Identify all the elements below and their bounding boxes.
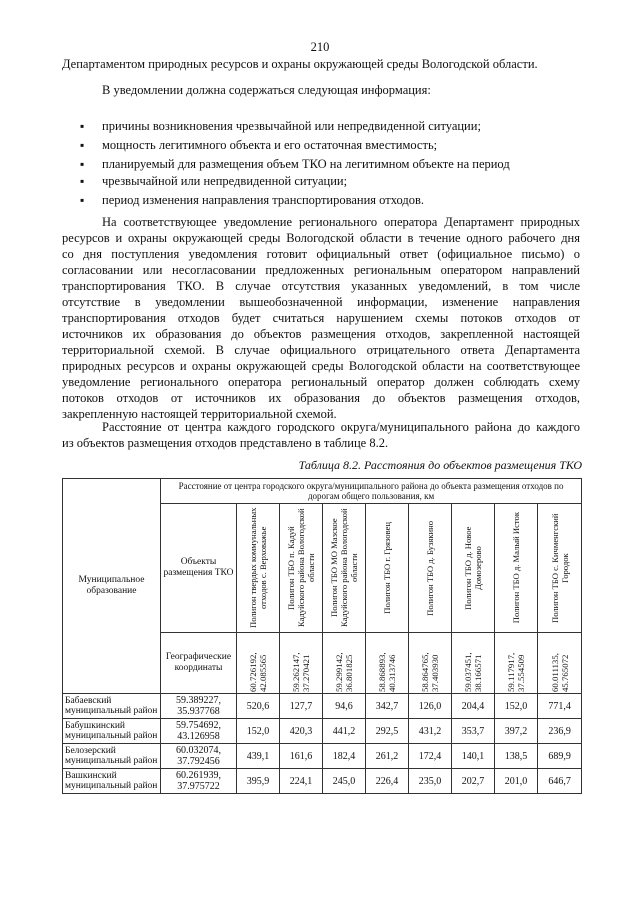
distance-cell: 152,0 [495,694,538,719]
distance-cell: 431,2 [409,719,452,744]
distance-cell: 126,0 [409,694,452,719]
row-municipality: Бабаевский муниципальный район [63,694,161,719]
paragraph-line: потоков отходов от источников их образования до объектов размещения отходов, [62,391,580,405]
paragraph-line: источников их образования до объектов размещения отходов, закрепленной настоящей [62,327,580,341]
row-municipality: Белозерский муниципальный район [63,744,161,769]
distance-cell: 395,9 [237,769,280,794]
distance-cell: 94,6 [323,694,366,719]
distance-cell: 353,7 [452,719,495,744]
header-landfill [452,504,495,633]
table-row [63,769,582,794]
paragraph-line: На соответствующее уведомление регионального оператора Департамент природных [102,215,580,229]
landfill-coords [538,633,582,694]
distance-cell: 439,1 [237,744,280,769]
paragraph-line: уведомление регионального оператора региональный оператор должен соблюдать схему [62,375,580,389]
distance-cell: 520,6 [237,694,280,719]
distance-cell: 224,1 [280,769,323,794]
paragraph-line: территориальной схемой. В случае официального отрицательного ответа Департамента [62,343,580,357]
row-coords: 59.754692, 43.126958 [161,719,237,744]
landfill-name: Полигон ТБО г. Грязовец [382,522,392,614]
header-objects: Объекты размещения ТКО [161,504,237,633]
paragraph-line: со дня поступления уведомления готовит официальный ответ (официальное письмо) о [62,247,580,261]
bullet-item: ▪ период изменения направления транспортирования отходов. [60,192,580,209]
distance-cell: 201,0 [495,769,538,794]
landfill-coords [495,633,538,694]
landfill-coords-text: 59.299142, 36.801825 [334,652,354,692]
header-municipality: Муниципальное образование [63,479,161,694]
header-distance-group-text: Расстояние от центра городского округа/муниципального района до объекта размещения отходов по дорогам общего пользования, км [178,481,564,501]
landfill-coords-text: 58.864765, 37.403930 [420,652,440,692]
distance-cell: 236,9 [538,719,582,744]
header-landfill [280,504,323,633]
landfill-name: Полигон ТБО д. Малый Исток [511,512,521,624]
landfill-coords [323,633,366,694]
bullet-item: ▪ планируемый для размещения объем ТКО на легитимном объекте на период [60,156,580,173]
paragraph-line: закрепленную настоящей территориальной схемой. [62,407,337,421]
distance-cell: 292,5 [366,719,409,744]
row-coords: 60.261939, 37.975722 [161,769,237,794]
header-distance-group [161,479,582,504]
distance-cell: 245,0 [323,769,366,794]
distance-cell: 204,4 [452,694,495,719]
bullet-item: ▪ мощность легитимного объекта и его остаточная вместимость; [60,137,580,154]
header-landfill [323,504,366,633]
paragraph-line: согласовании или несогласовании предложенных региональным оператором направлений [62,263,580,277]
landfill-coords-text: 59.117917, 37.554509 [506,652,526,692]
header-geo-coordinates: Географические координаты [161,633,237,694]
distance-table [62,478,582,794]
distance-cell: 689,9 [538,744,582,769]
landfill-name: Полигон ТБО д. Бузякино [425,520,435,616]
landfill-coords-text: 60.726192, 42.085565 [248,652,268,692]
header-landfill [366,504,409,633]
header-landfill [538,504,582,633]
distance-cell: 226,4 [366,769,409,794]
landfill-name: Полигон ТБО п. Кадуй Кадуйского района Вологодской области [286,508,316,628]
landfill-name: Полигон ТБО д. Новое Домозерово [463,526,483,610]
distance-cell: 161,6 [280,744,323,769]
header-landfill [409,504,452,633]
page-number: 210 [310,40,330,54]
bullet-item: ▪ причины возникновения чрезвычайной или непредвиденной ситуации; [60,118,580,135]
table-header-row [63,479,582,504]
distance-cell: 127,7 [280,694,323,719]
table-caption: Таблица 8.2. Расстояния до объектов размещения ТКО [298,458,582,472]
distance-cell: 771,4 [538,694,582,719]
paragraph-line: ресурсов и охраны окружающей среды Вологодской области в течение одного рабочего дня [62,231,580,245]
notice-heading: В уведомлении должна содержаться следующая информация: [102,83,431,97]
landfill-name: Полигон твердых коммунальных отходов с. Верховажье [248,507,268,629]
distance-cell: 172,4 [409,744,452,769]
distance-cell: 397,2 [495,719,538,744]
distance-cell: 140,1 [452,744,495,769]
row-municipality: Вашкинский муниципальный район [63,769,161,794]
distance-cell: 420,3 [280,719,323,744]
landfill-coords-text: 58.868893, 40.313746 [377,652,397,692]
paragraph-line: отсутствие в уведомлении вышеобозначенной информации, изменение направления [62,295,580,309]
landfill-coords [280,633,323,694]
paragraph-line: из объектов размещения отходов представлено в таблице 8.2. [62,436,389,450]
header-landfill [495,504,538,633]
table-row [63,694,582,719]
bullet-item-continuation: ▪ чрезвычайной или непредвиденной ситуации; [60,173,580,190]
intro-line: Департаментом природных ресурсов и охраны окружающей среды Вологодской области. [62,57,538,71]
distance-cell: 646,7 [538,769,582,794]
header-landfill [237,504,280,633]
distance-cell: 152,0 [237,719,280,744]
landfill-coords-text: 59.262147, 37.270421 [291,652,311,692]
bullet-list [60,118,580,209]
paragraph-line: транспортирования отходов будет считаться нарушением схемы потоков отходов от [62,311,580,325]
distance-cell: 441,2 [323,719,366,744]
row-coords: 60.032074, 37.792456 [161,744,237,769]
landfill-name: Полигон ТБО с. Кичменгский Городок [549,513,570,623]
distance-cell: 342,7 [366,694,409,719]
paragraph-line: природных ресурсов и охраны окружающей среды Вологодской области на соответствующее [62,359,580,373]
landfill-coords-text: 60.011135, 45.765072 [549,653,570,692]
landfill-coords [366,633,409,694]
paragraph-line: транспортирования ТКО. В случае отсутствия указанных уведомлений, в том числе [62,279,580,293]
row-municipality: Бабушкинский муниципальный район [63,719,161,744]
distance-cell: 235,0 [409,769,452,794]
distance-cell: 138,5 [495,744,538,769]
landfill-name: Полигон ТБО МО Мазское Кадуйского района Вологодской области [329,508,359,628]
landfill-coords [452,633,495,694]
table-row [63,719,582,744]
distance-cell: 261,2 [366,744,409,769]
distance-cell: 202,7 [452,769,495,794]
paragraph-line: Расстояние от центра каждого городского округа/муниципального района до каждого [102,420,580,434]
landfill-coords [409,633,452,694]
landfill-coords [237,633,280,694]
landfill-coords-text: 59.037451, 38.166571 [463,652,483,692]
row-coords: 59.389227, 35.937768 [161,694,237,719]
distance-cell: 182,4 [323,744,366,769]
table-row [63,744,582,769]
